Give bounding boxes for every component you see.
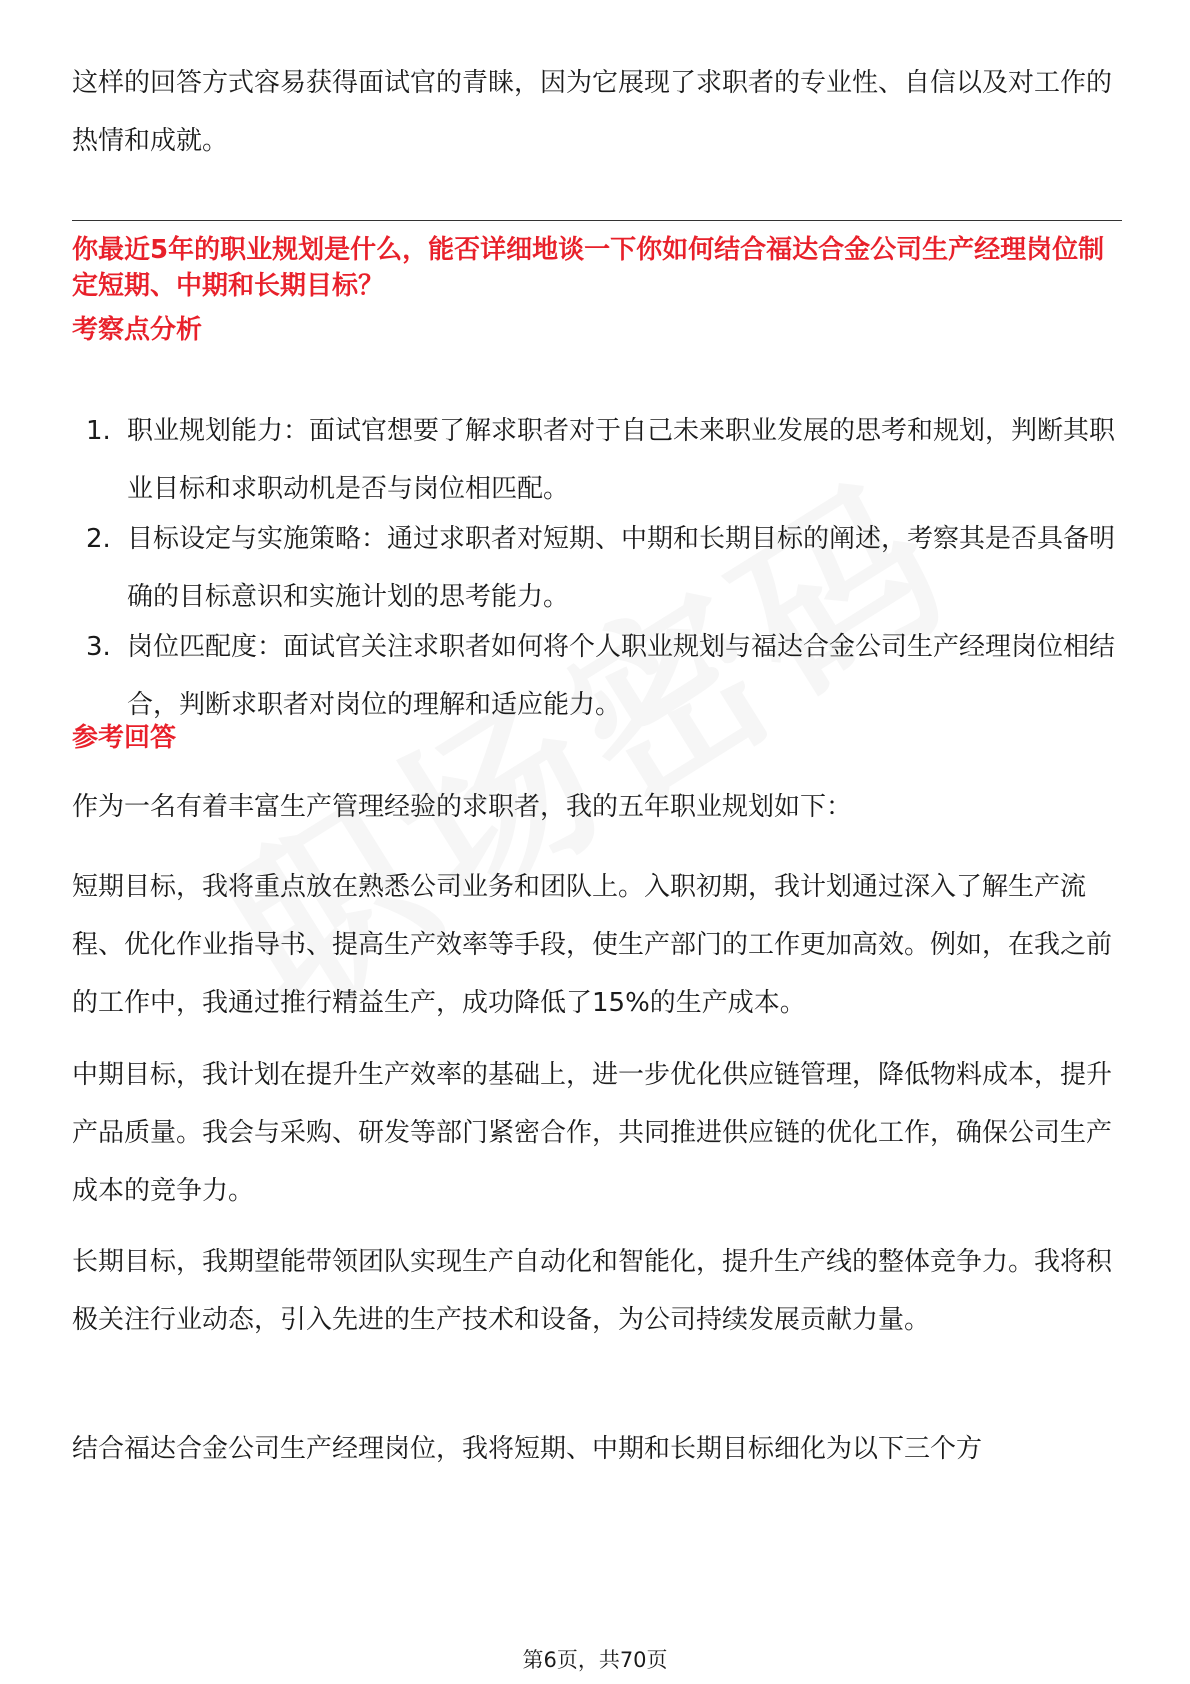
list-item-number: 2. (86, 524, 111, 554)
intro-paragraph: 这样的回答方式容易获得面试官的青睐，因为它展现了求职者的专业性、自信以及对工作的热情和成就。 (72, 68, 1113, 156)
answer-paragraph: 短期目标，我将重点放在熟悉公司业务和团队上。入职初期，我计划通过深入了解生产流程、优化作业指导书、提高生产效率等手段，使生产部门的工作更加高效。例如，在我之前的工作中，我通过推行精益生产，成功降低了15%的生产成本。 (72, 872, 1113, 1018)
analysis-heading: 考察点分析 (72, 315, 203, 345)
list-item-number: 1. (86, 416, 111, 446)
list-item-text: 职业规划能力：面试官想要了解求职者对于自己未来职业发展的思考和规划，判断其职业目标和求职动机是否与岗位相匹配。 (127, 416, 1116, 504)
list-item (72, 618, 1122, 734)
analysis-list (72, 402, 1122, 734)
answer-paragraph: 结合福达合金公司生产经理岗位，我将短期、中期和长期目标细化为以下三个方 (72, 1434, 983, 1464)
list-item (72, 510, 1122, 626)
answer-heading: 参考回答 (72, 723, 177, 753)
answer-paragraph: 中期目标，我计划在提升生产效率的基础上，进一步优化供应链管理，降低物料成本，提升产品质量。我会与采购、研发等部门紧密合作，共同推进供应链的优化工作，确保公司生产成本的竞争力。 (72, 1060, 1113, 1206)
interview-question: 你最近5年的职业规划是什么，能否详细地谈一下你如何结合福达合金公司生产经理岗位制定短期、中期和长期目标？ (72, 235, 1105, 301)
section-divider (72, 220, 1122, 221)
page-number-footer: 第6页，共70页 (522, 1648, 668, 1672)
list-item-number: 3. (86, 632, 111, 662)
list-item-text: 岗位匹配度：面试官关注求职者如何将个人职业规划与福达合金公司生产经理岗位相结合，判断求职者对岗位的理解和适应能力。 (127, 632, 1116, 720)
answer-paragraph: 作为一名有着丰富生产管理经验的求职者，我的五年职业规划如下： (72, 792, 853, 822)
list-item-text: 目标设定与实施策略：通过求职者对短期、中期和长期目标的阐述，考察其是否具备明确的目标意识和实施计划的思考能力。 (127, 524, 1116, 612)
answer-paragraph: 长期目标，我期望能带领团队实现生产自动化和智能化，提升生产线的整体竞争力。我将积极关注行业动态，引入先进的生产技术和设备，为公司持续发展贡献力量。 (72, 1247, 1113, 1335)
list-item (72, 402, 1122, 518)
